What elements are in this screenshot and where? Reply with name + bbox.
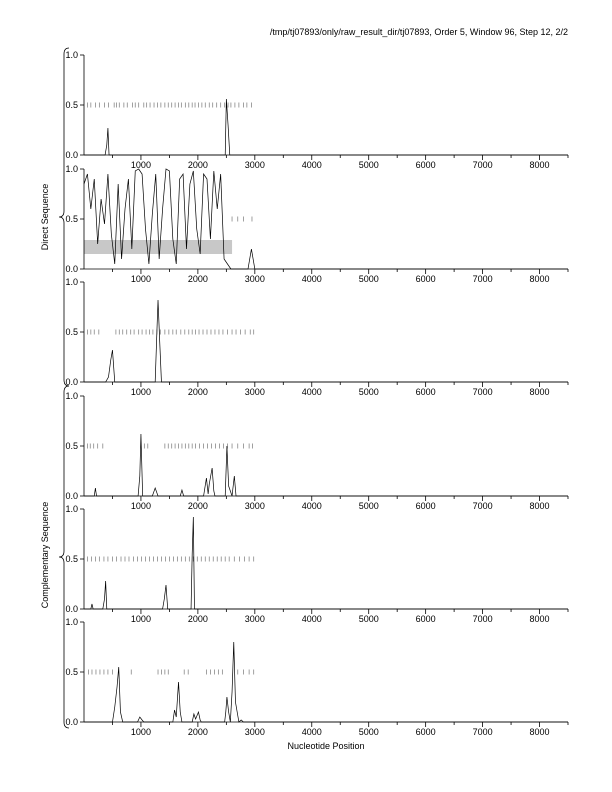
x-tick-label: 6000: [415, 387, 436, 397]
y-tick-label: 0.5: [65, 667, 78, 677]
panel-5: [65, 504, 568, 624]
y-tick-label: 1.0: [65, 504, 78, 514]
y-tick-label: 0.0: [65, 264, 78, 274]
figure-header: /tmp/tj07893/only/raw_result_dir/tj07893, Order 5, Window 96, Step 12, 2/2: [269, 27, 568, 37]
x-tick-label: 4000: [301, 274, 322, 284]
x-tick-label: 3000: [244, 274, 265, 284]
x-tick-label: 8000: [529, 160, 550, 170]
series-line: [84, 642, 568, 722]
x-tick-label: 3000: [244, 727, 265, 737]
x-tick-label: 3000: [244, 160, 265, 170]
x-tick-label: 8000: [529, 274, 550, 284]
x-tick-label: 2000: [187, 160, 208, 170]
x-tick-label: 7000: [472, 160, 493, 170]
y-tick-label: 1.0: [65, 50, 78, 60]
x-tick-label: 6000: [415, 614, 436, 624]
x-tick-label: 3000: [244, 501, 265, 511]
x-tick-label: 5000: [358, 614, 379, 624]
x-tick-label: 1000: [130, 727, 151, 737]
x-tick-label: 5000: [358, 501, 379, 511]
x-tick-label: 4000: [301, 614, 322, 624]
series-line: [84, 434, 568, 496]
y-tick-label: 1.0: [65, 164, 78, 174]
x-tick-label: 1000: [130, 614, 151, 624]
x-tick-label: 2000: [187, 387, 208, 397]
x-tick-label: 3000: [244, 614, 265, 624]
panel-1: [65, 50, 568, 170]
y-tick-label: 1.0: [65, 617, 78, 627]
x-tick-label: 5000: [358, 387, 379, 397]
x-tick-label: 1000: [130, 274, 151, 284]
group-label-complementary: Complementary Sequence: [40, 501, 50, 609]
panel-4: [65, 391, 568, 511]
y-tick-label: 0.5: [65, 327, 78, 337]
panels: [65, 50, 568, 737]
x-tick-label: 3000: [244, 387, 265, 397]
x-tick-label: 5000: [358, 274, 379, 284]
group-label-direct: Direct Sequence: [40, 183, 50, 251]
y-tick-label: 1.0: [65, 391, 78, 401]
x-tick-label: 4000: [301, 501, 322, 511]
x-tick-label: 7000: [472, 387, 493, 397]
y-tick-label: 0.5: [65, 214, 78, 224]
y-tick-label: 0.0: [65, 150, 78, 160]
y-tick-label: 0.0: [65, 491, 78, 501]
x-tick-label: 2000: [187, 727, 208, 737]
x-tick-label: 7000: [472, 501, 493, 511]
x-tick-label: 8000: [529, 614, 550, 624]
x-tick-label: 7000: [472, 274, 493, 284]
x-tick-label: 8000: [529, 387, 550, 397]
series-line: [84, 99, 568, 155]
x-tick-label: 1000: [130, 501, 151, 511]
y-tick-label: 0.0: [65, 604, 78, 614]
x-tick-label: 5000: [358, 727, 379, 737]
y-tick-label: 0.0: [65, 717, 78, 727]
x-tick-label: 2000: [187, 274, 208, 284]
x-axis-label: Nucleotide Position: [287, 741, 365, 751]
x-tick-label: 1000: [130, 387, 151, 397]
panel-2: [65, 164, 568, 284]
panel-6: [65, 617, 568, 737]
x-tick-label: 6000: [415, 727, 436, 737]
x-tick-label: 4000: [301, 387, 322, 397]
x-tick-label: 6000: [415, 160, 436, 170]
x-tick-label: 2000: [187, 614, 208, 624]
x-tick-label: 5000: [358, 160, 379, 170]
y-tick-label: 0.5: [65, 100, 78, 110]
x-tick-label: 1000: [130, 160, 151, 170]
x-tick-label: 4000: [301, 160, 322, 170]
series-line: [84, 517, 568, 609]
x-tick-label: 7000: [472, 727, 493, 737]
x-tick-label: 8000: [529, 727, 550, 737]
y-tick-label: 0.0: [65, 377, 78, 387]
x-tick-label: 8000: [529, 501, 550, 511]
x-tick-label: 7000: [472, 614, 493, 624]
highlight-band: [84, 240, 232, 254]
panel-3: [65, 277, 568, 397]
y-tick-label: 0.5: [65, 554, 78, 564]
x-tick-label: 6000: [415, 274, 436, 284]
series-line: [84, 300, 568, 382]
x-tick-label: 6000: [415, 501, 436, 511]
x-tick-label: 4000: [301, 727, 322, 737]
y-tick-label: 0.5: [65, 441, 78, 451]
y-tick-label: 1.0: [65, 277, 78, 287]
x-tick-label: 2000: [187, 501, 208, 511]
